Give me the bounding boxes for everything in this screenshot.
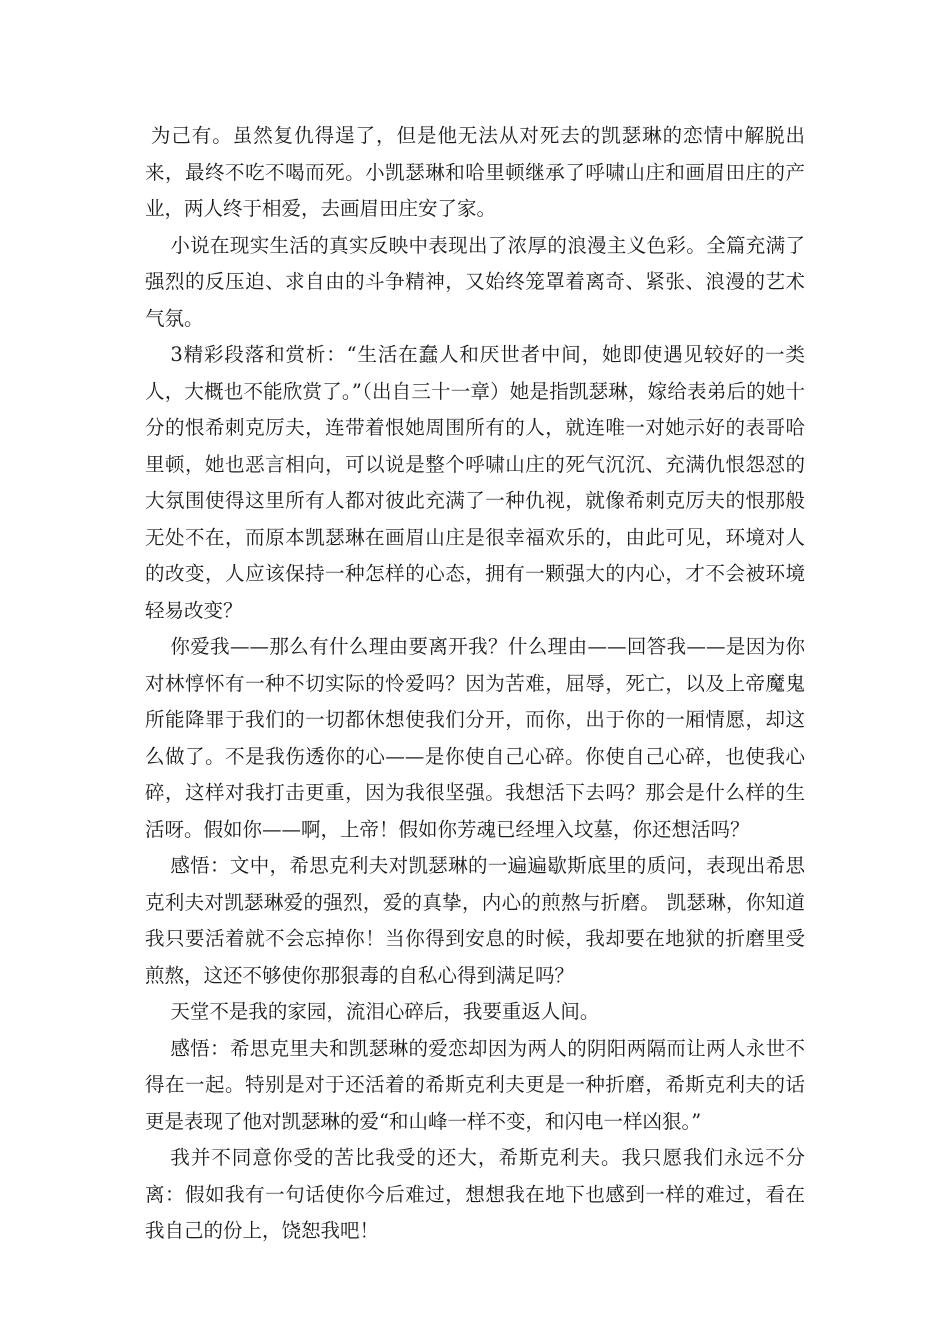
paragraph-romanticism: 小说在现实生活的真实反映中表现出了浓厚的浪漫主义色彩。全篇充满了强烈的反压迫、求自由的斗争精神，又始终笼罩着离奇、紧张、浪漫的艺术气氛。 <box>145 233 805 330</box>
document-body <box>145 118 805 1250</box>
paragraph-quote-forgive: 我并不同意你受的苦比我受的还大，希斯克利夫。我只愿我们永远不分离：假如我有一句话使你今后难过，想想我在地下也感到一样的难过，看在我自己的份上，饶恕我吧！ <box>145 1146 805 1242</box>
paragraph-reflection-2: 感悟：希思克里夫和凯瑟琳的爱恋却因为两人的阴阳两隔而让两人永世不得在一起。特别是对于还活着的希斯克利夫更是一种折磨，希斯克利夫的话更是表现了他对凯瑟琳的爱“和山峰一样不变，和闪电一样凶狠。” <box>145 1036 805 1133</box>
paragraph-excerpt-analysis: 3精彩段落和赏析：“生活在蠢人和厌世者中间，她即使遇见较好的一类人，大概也不能欣赏了。”（出自三十一章）她是指凯瑟琳，嫁给表弟后的她十分的恨希刺克厉夫，连带着恨她周围所有的人，就连唯一对她示好的表哥哈里顿，她也恶言相向，可以说是整个呼啸山庄的死气沉沉、充满仇恨怨怼的大氛围使得这里所有人都对彼此充满了一种仇视，就像希刺克厉夫的恨那般无处不在，而原本凯瑟琳在画眉山庄是很幸福欢乐的，由此可见，环境对人的改变，人应该保持一种怎样的心态，拥有一颗强大的内心，才不会被环境轻易改变？ <box>145 343 805 622</box>
paragraph-reflection-1: 感悟：文中，希思克利夫对凯瑟琳的一遍遍歇斯底里的质问，表现出希思克利夫对凯瑟琳爱的强烈，爱的真挚，内心的煎熬与折磨。 凯瑟琳，你知道我只要活着就不会忘掉你！当你得到安息的时候，我却要在地狱的折磨里受煎熬，这还不够使你那狠毒的自私心得到满足吗？ <box>145 854 805 987</box>
paragraph-quote-heaven: 天堂不是我的家园，流泪心碎后，我要重返人间。 <box>170 1000 600 1023</box>
paragraph-continuation: 为己有。虽然复仇得逞了，但是他无法从对死去的凯瑟琳的恋情中解脱出来，最终不吃不喝而死。小凯瑟琳和哈里顿继承了呼啸山庄和画眉田庄的产业，两人终于相爱，去画眉田庄安了家。 <box>145 124 805 220</box>
paragraph-quote-heathcliff: 你爱我——那么有什么理由要离开我？什么理由——回答我——是因为你对林惇怀有一种不切实际的怜爱吗？因为苦难，屈辱，死亡，以及上帝魔鬼所能降罪于我们的一切都休想使我们分开，而你，出于你的一厢情愿，却这么做了。不是我伤透你的心——是你使自己心碎。你使自己心碎，也使我心碎，这样对我打击更重，因为我很坚强。我想活下去吗？那会是什么样的生活呀。假如你——啊，上帝！假如你芳魂已经埋入坟墓，你还想活吗？ <box>145 635 805 841</box>
